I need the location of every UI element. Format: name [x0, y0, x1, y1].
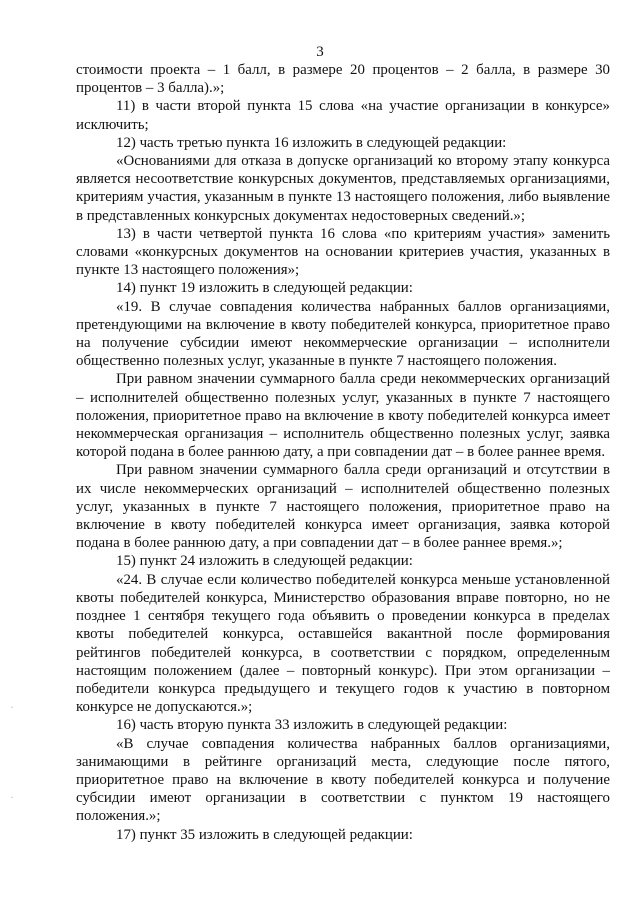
paragraph: 17) пункт 35 изложить в следующей редакции: [116, 826, 413, 843]
paragraph: 14) пункт 19 изложить в следующей редакции: [116, 280, 413, 297]
paragraph: «24. В случае если количество победителей конкурса меньше установленной квоты победителей конкурса, Министерство образования вправе повторно, но не позднее 1 сентября текущего года объявить о проведении конкурса в пределах квоты победителей конкурса, оставшейся вакантной после формирования рейтингов победителей конкурса, в соответствии с порядком, определенным настоящим положением (далее – повторный конкурс). При этом организации – победители конкурса предыдущего и текущего годов к участию в повторном конкурсе не допускаются.»; [76, 571, 610, 716]
paragraph: 15) пункт 24 изложить в следующей редакции: [116, 553, 413, 570]
paragraph: «Основаниями для отказа в допуске организаций ко второму этапу конкурса является несоответствие конкурсных документов, представляемых организациями, критериям участия, указанным в пункте 13 настоящего положения, либо выявление в представленных конкурсных документах недостоверных сведений.»; [76, 153, 610, 224]
paragraph: 13) в части четвертой пункта 16 слова «по критериям участия» заменить словами «конкурсных документов на основании критериев участия, указанных в пункте 13 настоящего положения»; [76, 225, 610, 279]
page-number: 3 [316, 44, 324, 60]
paragraph: 11) в части второй пункта 15 слова «на участие организации в конкурсе» исключить; [76, 98, 610, 133]
paragraph: стоимости проекта – 1 балл, в размере 20 процентов – 2 балла, в размере 30 процентов – 3 балла).»; [76, 62, 610, 97]
paragraph: При равном значении суммарного балла среди некоммерческих организаций – исполнителей общественно полезных услуг, указанных в пункте 7 настоящего положения, приоритетное право на включение в квоту победителей конкурса имеет некоммерческая организация – исполнитель общественно полезных услуг, заявка которой подана в более раннюю дату, а при совпадении дат – в более раннее время. [76, 371, 610, 461]
paragraph: «В случае совпадения количества набранных баллов организациями, занимающими в рейтинге организаций места, следующие после пятого, приоритетное право на включение в квоту победителей конкурса и получение субсидии имеют организации в соответствии с пунктом 19 настоящего положения.»; [76, 735, 610, 825]
paragraph: При равном значении суммарного балла среди организаций и отсутствии в их числе некоммерческих организаций – исполнителей общественно полезных услуг, указанных в пункте 7 настоящего положения, приоритетное право на включение в квоту победителей конкурса имеет организация, заявка которой подана в более раннюю дату, а при совпадении дат – в более раннее время.»; [76, 462, 610, 552]
document-body [76, 61, 610, 844]
margin-mark: · [10, 790, 14, 804]
paragraph: 16) часть вторую пункта 33 изложить в следующей редакции: [116, 717, 508, 734]
margin-mark: · [10, 700, 14, 714]
paragraph: 12) часть третью пункта 16 изложить в следующей редакции: [116, 134, 507, 151]
paragraph: «19. В случае совпадения количества набранных баллов организациями, претендующими на включение в квоту победителей конкурса, приоритетное право на получение субсидии имеют некоммерческие организации – исполнители общественно полезных услуг, указанные в пункте 7 настоящего положения. [76, 298, 610, 370]
